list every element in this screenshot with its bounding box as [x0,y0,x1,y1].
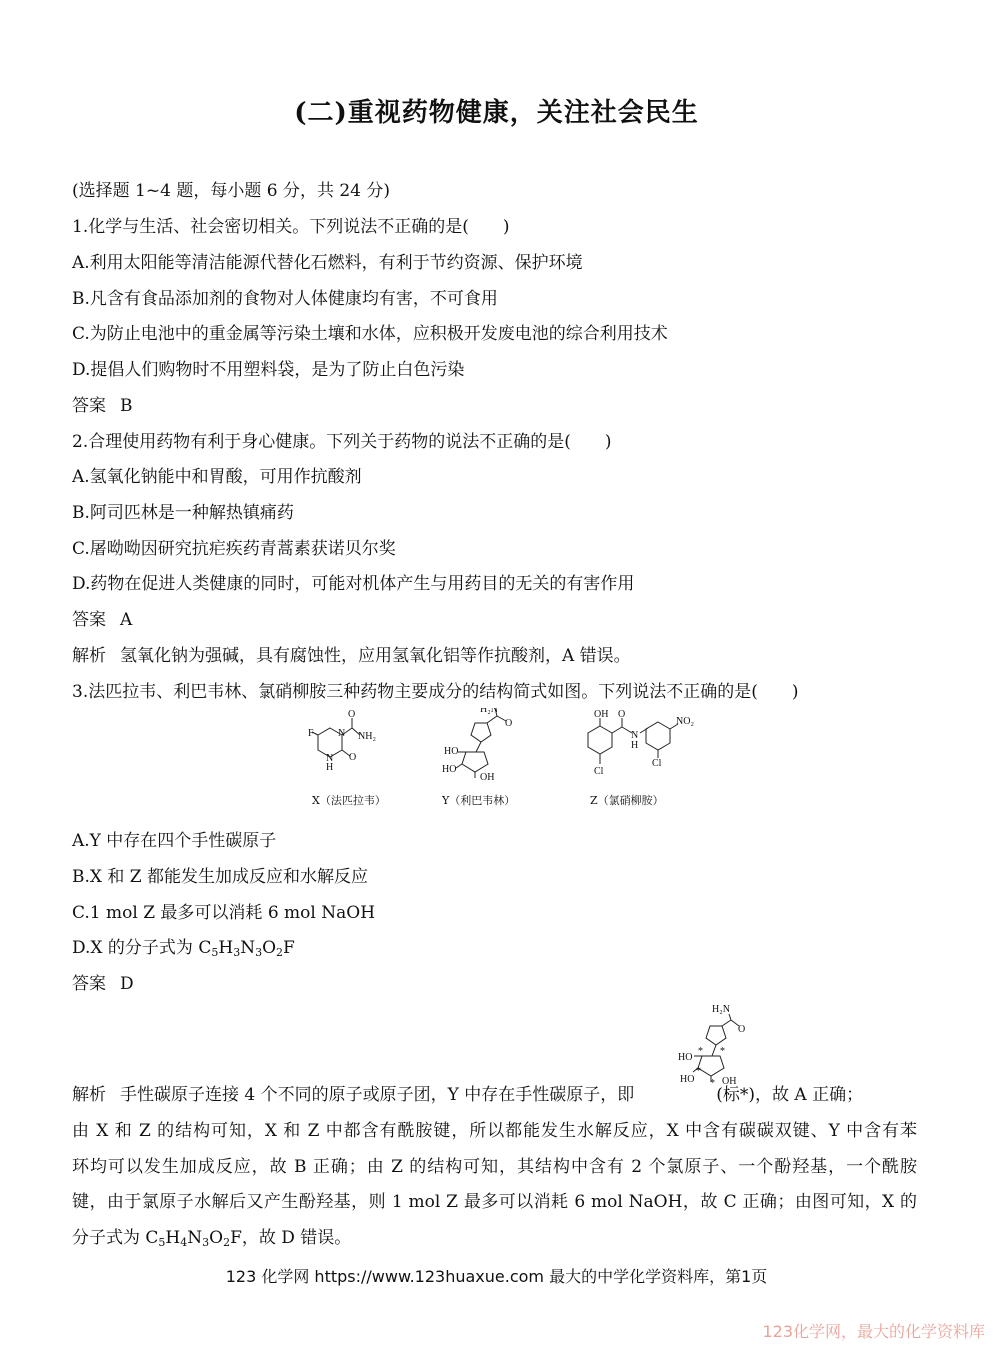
q3-analysis-line-5 [72,1223,351,1248]
z-atom-no2: NO₂ [676,716,694,727]
chiral-marker: * [720,1046,725,1057]
formula-sub: 4 [180,1236,188,1249]
z-atom-o: O [618,709,626,720]
chiral-marker: * [696,1066,701,1077]
answer-label: 答案 [72,610,106,630]
x-atom-n: N [338,728,346,739]
q1-option-a: A.利用太阳能等清洁能源代替化石燃料，有利于节约资源、保护环境 [72,253,583,273]
q2-option-c: C.屠呦呦因研究抗疟疾药青蒿素获诺贝尔奖 [72,539,396,559]
caption-y: Y（利巴韦林） [442,794,516,807]
formula-element: H [165,1228,181,1248]
formula-element: O [262,938,276,958]
formula-sub: 3 [202,1236,210,1249]
q1-option-d: D.提倡人们购物时不用塑料袋，是为了防止白色污染 [72,360,465,380]
inline-atom-o: O [738,1024,746,1035]
caption-x: X（法匹拉韦） [312,794,386,807]
q3-option-b: B.X 和 Z 都能发生加成反应和水解反应 [72,867,369,887]
chiral-marker: * [710,1078,715,1089]
q3-analysis-line-4: 键，由于氯原子水解后又产生酚羟基，则 1 mol Z 最多可以消耗 6 mol NaOH，故 C 正确；由图可知，X 的 [72,1192,917,1212]
answer-label: 答案 [72,974,106,994]
q2-analysis [72,641,631,666]
x-atom-h: H [326,762,334,773]
formula-sub: 2 [223,1236,231,1249]
q1-answer [72,391,133,416]
z-atom-n: N [631,730,639,741]
y-atom-h2n: H₂N [480,708,498,715]
formula-prefix: 分子式为 C [72,1228,159,1248]
page-footer: 123 化学网 https://www.123huaxue.com 最大的中学化学资料库，第1页 [225,1267,768,1286]
formula-sub: 3 [233,946,241,959]
inline-atom-oh: OH [722,1076,737,1087]
y-triazole [471,723,491,742]
q2-answer [72,605,132,630]
formula-sub: 3 [255,946,263,959]
analysis-text: 手性碳原子连接 4 个不同的原子或原子团，Y 中存在手性碳原子，即 [120,1085,635,1105]
x-atom-f: F [308,728,314,739]
formula-sub: 2 [276,946,283,959]
z-atom-oh: OH [594,709,609,720]
structure-figure [300,708,700,818]
answer-label: 答案 [72,396,106,416]
analysis-text: (标*)，故 A 正确； [716,1085,864,1105]
q3-analysis-line-2: 由 X 和 Z 的结构可知，X 和 Z 中都含有酰胺键，所以都能发生水解反应，X 中含有碳碳双键、Y 中含有苯 [72,1121,917,1141]
y-atom-ho: HO [444,746,459,757]
formula-element: N [187,1228,203,1248]
z-ring-2 [646,722,670,750]
q2-stem: 2.合理使用药物有利于身心健康。下列关于药物的说法不正确的是( ) [72,432,612,452]
formula-prefix: D.X 的分子式为 C [72,938,212,958]
inline-atom-ho: HO [678,1052,693,1063]
formula-element: O [209,1228,224,1248]
q2-option-b: B.阿司匹林是一种解热镇痛药 [72,503,294,523]
formula-element: F [230,1228,242,1248]
q3-stem: 3.法匹拉韦、利巴韦林、氯硝柳胺三种药物主要成分的结构简式如图。下列说法不正确的是( ) [72,682,799,702]
inline-atom-ho2: HO [680,1074,695,1085]
formula-sub: 5 [158,1236,166,1249]
q3-option-d [72,933,295,958]
z-atom-cl2: Cl [594,766,604,777]
z-atom-h: H [631,740,639,751]
answer-value: A [120,610,133,630]
q1-option-b: B.凡含有食品添加剂的食物对人体健康均有害，不可食用 [72,289,498,309]
z-atom-cl: Cl [652,758,662,769]
z-ring-1 [588,726,612,754]
q3-option-a: A.Y 中存在四个手性碳原子 [72,831,277,851]
formula-sub: 5 [211,946,219,959]
watermark: 123化学网，最大的化学资料库 [762,1322,985,1341]
q1-option-c: C.为防止电池中的重金属等污染土壤和水体，应积极开发废电池的综合利用技术 [72,324,668,344]
x-atom-nh2: NH₂ [358,731,376,742]
y-atom-oh: OH [480,772,495,783]
q3-analysis-line-1 [72,1080,863,1105]
analysis-label: 解析 [72,646,106,666]
q3-option-c: C.1 mol Z 最多可以消耗 6 mol NaOH [72,903,376,923]
x-atom-n2: N [326,753,334,764]
structure-drawings [300,708,700,798]
formula-element: H [218,938,234,958]
q3-analysis-line-3: 环均可以发生加成反应，故 B 正确；由 Z 的结构可知，其结构中含有 2 个氯原子、一个酚羟基，一个酰胺 [72,1157,917,1177]
instructions: (选择题 1~4 题，每小题 6 分，共 24 分) [72,181,391,201]
q2-option-a: A.氢氧化钠能中和胃酸，可用作抗酸剂 [72,467,362,487]
y-atom-ho2: HO [442,764,457,775]
y-atom-o: O [505,718,513,729]
inline-atom-h2n: H₂N [712,1004,730,1015]
x-atom-o2: O [349,752,357,763]
q1-stem: 1.化学与生活、社会密切相关。下列说法不正确的是( ) [72,217,510,237]
answer-value: B [120,396,133,416]
analysis-text: ，故 D 错误。 [241,1228,352,1248]
page-title: (二)重视药物健康，关注社会民生 [294,98,699,128]
chiral-marker: * [698,1046,703,1057]
q3-answer [72,969,134,994]
analysis-label: 解析 [72,1085,106,1105]
caption-z: Z（氯硝柳胺） [590,794,664,807]
analysis-text: 氢氧化钠为强碱，具有腐蚀性，应用氢氧化铝等作抗酸剂，A 错误。 [120,646,631,666]
y-ribose [462,752,488,772]
formula-element: F [283,938,295,958]
answer-value: D [120,974,134,994]
x-atom-o: O [348,709,356,720]
formula-element: N [240,938,256,958]
q2-option-d: D.药物在促进人类健康的同时，可能对机体产生与用药目的无关的有害作用 [72,574,635,594]
